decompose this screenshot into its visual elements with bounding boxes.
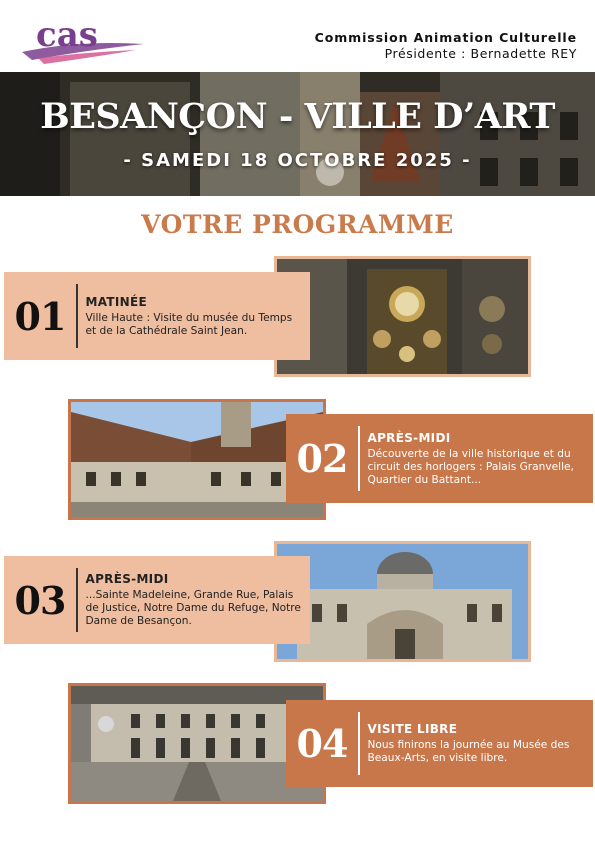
program-heading: APRÈS-MIDI (367, 430, 451, 445)
banner (0, 72, 595, 196)
program-number: 02 (296, 436, 348, 481)
program-heading: MATINÉE (85, 294, 147, 309)
program-text: Ville Haute : Visite du musée du Temps et de la Cathédrale Saint Jean. (85, 311, 293, 337)
program-title: VOTRE PROGRAMME (141, 210, 454, 239)
program-text: Nous finirons la journée au Musée des Beaux-Arts, en visite libre. (367, 739, 570, 764)
organization-name: Commission Animation Culturelle (314, 30, 577, 45)
logo-text: cas (36, 15, 98, 55)
program-number: 04 (296, 721, 348, 766)
sainte-madeleine-photo (274, 541, 531, 662)
program-item-3 (4, 556, 310, 644)
program-number: 01 (14, 293, 66, 339)
program-item-2 (286, 414, 593, 503)
program-text: ...Sainte Madeleine, Grande Rue, Palais de Justice, Notre Dame du Refuge, Notre Dame de Besançon. (85, 589, 301, 627)
program-text: Découverte de la ville historique et du circuit des horlogers : Palais Granvelle, Quartier du Battant... (367, 447, 574, 486)
banner-title: BESANÇON - VILLE D’ART (40, 96, 555, 137)
banner-date: - SAMEDI 18 OCTOBRE 2025 - (123, 150, 472, 171)
divider (76, 568, 78, 632)
organization-header (315, 30, 577, 61)
program-heading: VISITE LIBRE (367, 722, 458, 736)
clock-museum-photo (274, 256, 531, 377)
program-number: 03 (14, 577, 66, 623)
divider (358, 712, 360, 775)
president-name: Présidente : Bernadette REY (384, 46, 577, 61)
divider (358, 426, 360, 491)
program-item-4 (286, 700, 593, 787)
program-item-1 (4, 272, 310, 360)
cas-logo (18, 10, 148, 68)
program-heading: APRÈS-MIDI (85, 572, 169, 586)
divider (76, 284, 78, 348)
